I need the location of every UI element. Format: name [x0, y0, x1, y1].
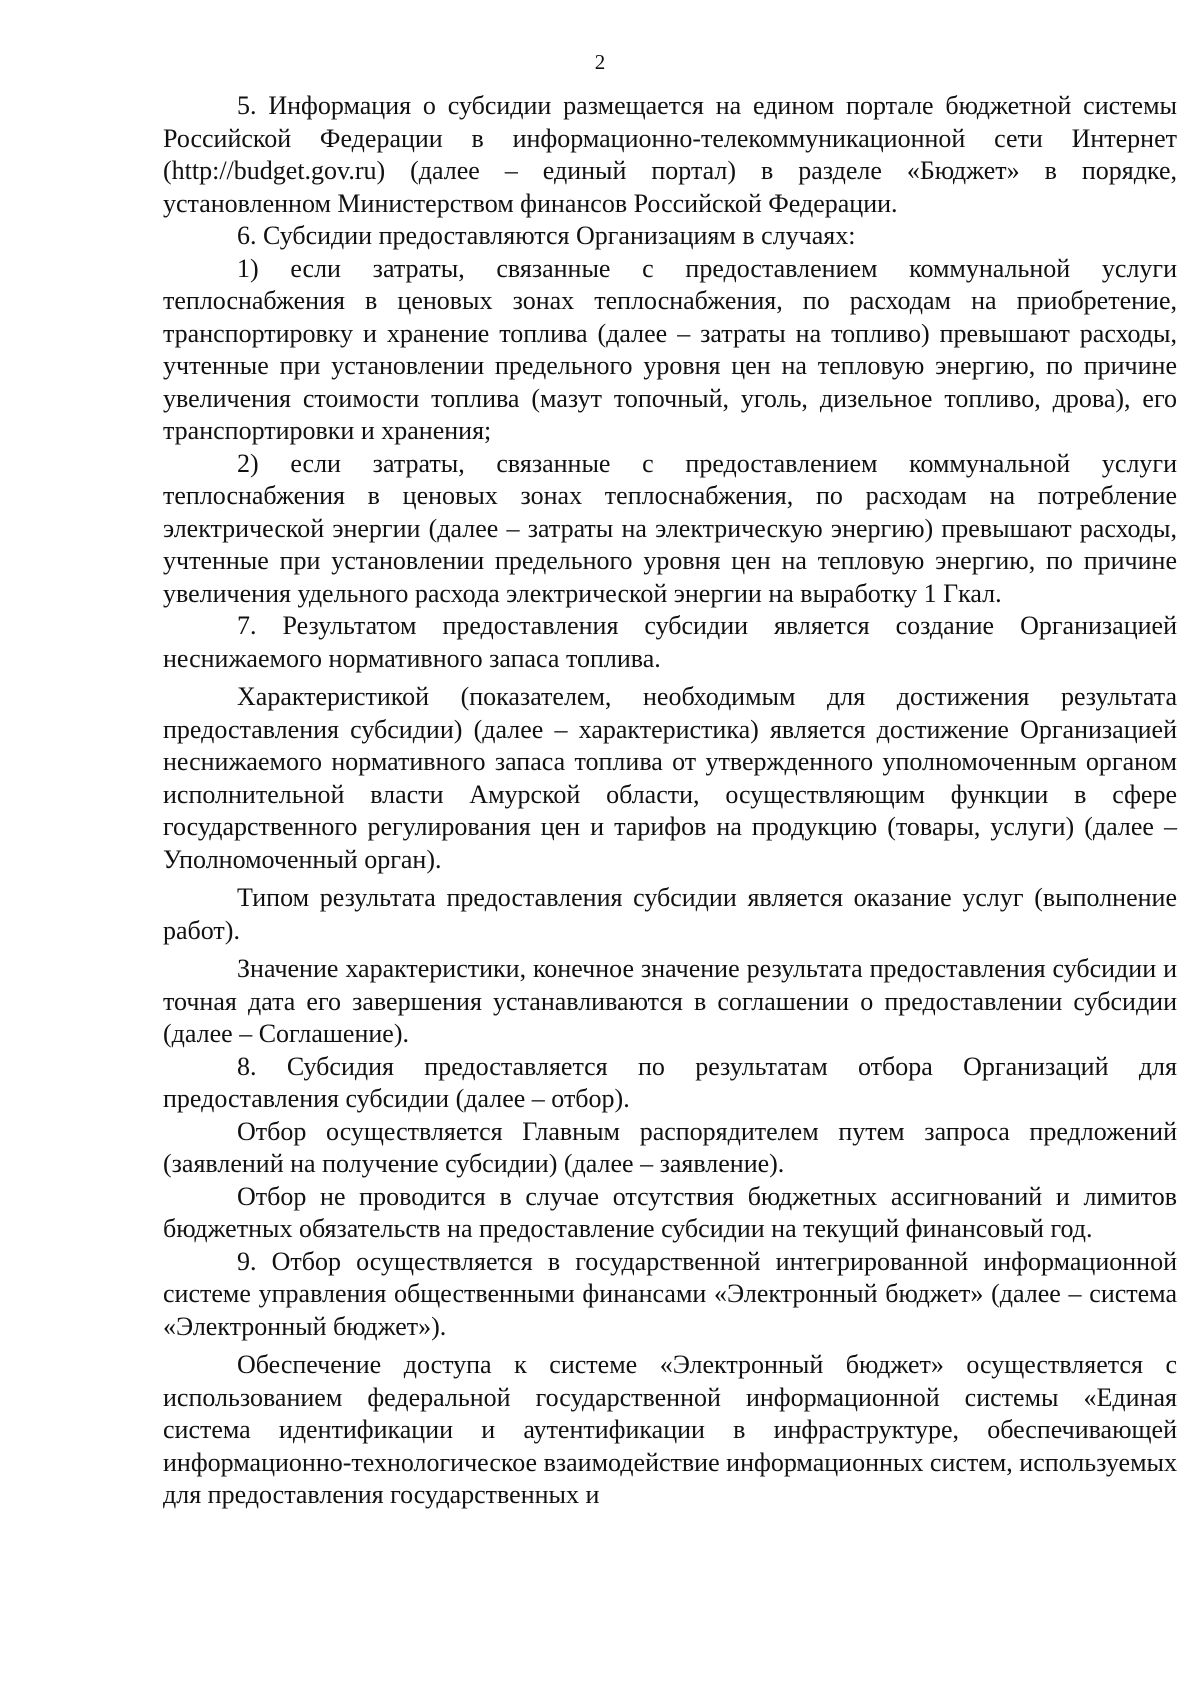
- paragraph-6: 6. Субсидии предоставляются Организациям в случаях:: [237, 221, 856, 250]
- paragraph-8: 8. Субсидия предоставляется по результатам отбора Организаций для предоставления субсидии (далее – отбор).: [163, 1051, 1177, 1113]
- paragraph-8-selection: Отбор осуществляется Главным распорядителем путем запроса предложений (заявлений на получение субсидии) (далее – заявление).: [163, 1116, 1177, 1178]
- paragraph-5: 5. Информация о субсидии размещается на едином портале бюджетной системы Российской Федерации в информационно-телекоммуникационной сети Интернет (http://budget.gov.ru) (далее – единый портал) в разделе «Бюджет» в порядке, установленном Министерством финансов Российской Федерации.: [163, 91, 1177, 218]
- paragraph-7-value: Значение характеристики, конечное значение результата предоставления субсидии и точная дата его завершения устанавливаются в соглашении о предоставлении субсидии (далее – Соглашение).: [163, 954, 1177, 1048]
- paragraph-7-characteristic: Характеристикой (показателем, необходимым для достижения результата предоставления субсидии) (далее – характеристика) является достижение Организацией неснижаемого нормативного запаса топлива от утвержденного уполномоченным органом исполнительной власти Амурской области, осуществляющим функции в сфере государственного регулирования цен и тарифов на продукцию (товары, услуги) (далее – Уполномоченный орган).: [163, 682, 1177, 874]
- paragraph-8-no-selection: Отбор не проводится в случае отсутствия бюджетных ассигнований и лимитов бюджетных обязательств на предоставление субсидии на текущий финансовый год.: [163, 1181, 1177, 1243]
- paragraph-6-item-2: 2) если затраты, связанные с предоставлением коммунальной услуги теплоснабжения в ценовых зонах теплоснабжения, по расходам на потребление электрической энергии (далее – затраты на электрическую энергию) превышают расходы, учтенные при установлении предельного уровня цен на тепловую энергию, по причине увеличения удельного расхода электрической энергии на выработку 1 Гкал.: [163, 448, 1177, 608]
- paragraph-9: 9. Отбор осуществляется в государственной интегрированной информационной системе управления общественными финансами «Электронный бюджет» (далее – система «Электронный бюджет»).: [163, 1246, 1177, 1341]
- paragraph-6-item-1: 1) если затраты, связанные с предоставлением коммунальной услуги теплоснабжения в ценовых зонах теплоснабжения, по расходам на приобретение, транспортировку и хранение топлива (далее – затраты на топливо) превышают расходы, учтенные при установлении предельного уровня цен на тепловую энергию, по причине увеличения стоимости топлива (мазут топочный, уголь, дизельное топливо, дрова), его транспортировки и хранения;: [163, 253, 1177, 445]
- paragraph-9-access: Обеспечение доступа к системе «Электронный бюджет» осуществляется с использованием федеральной государственной информационной системы «Единая система идентификации и аутентификации в инфраструктуре, обеспечивающей информационно-технологическое взаимодействие информационных систем, используемых для предоставления государственных и: [163, 1350, 1177, 1509]
- paragraph-7: 7. Результатом предоставления субсидии является создание Организацией неснижаемого нормативного запаса топлива.: [163, 611, 1177, 673]
- document-body: [163, 90, 1177, 1512]
- paragraph-7-result-type: Типом результата предоставления субсидии является оказание услуг (выполнение работ).: [163, 883, 1177, 945]
- page-number: 2: [594, 50, 606, 74]
